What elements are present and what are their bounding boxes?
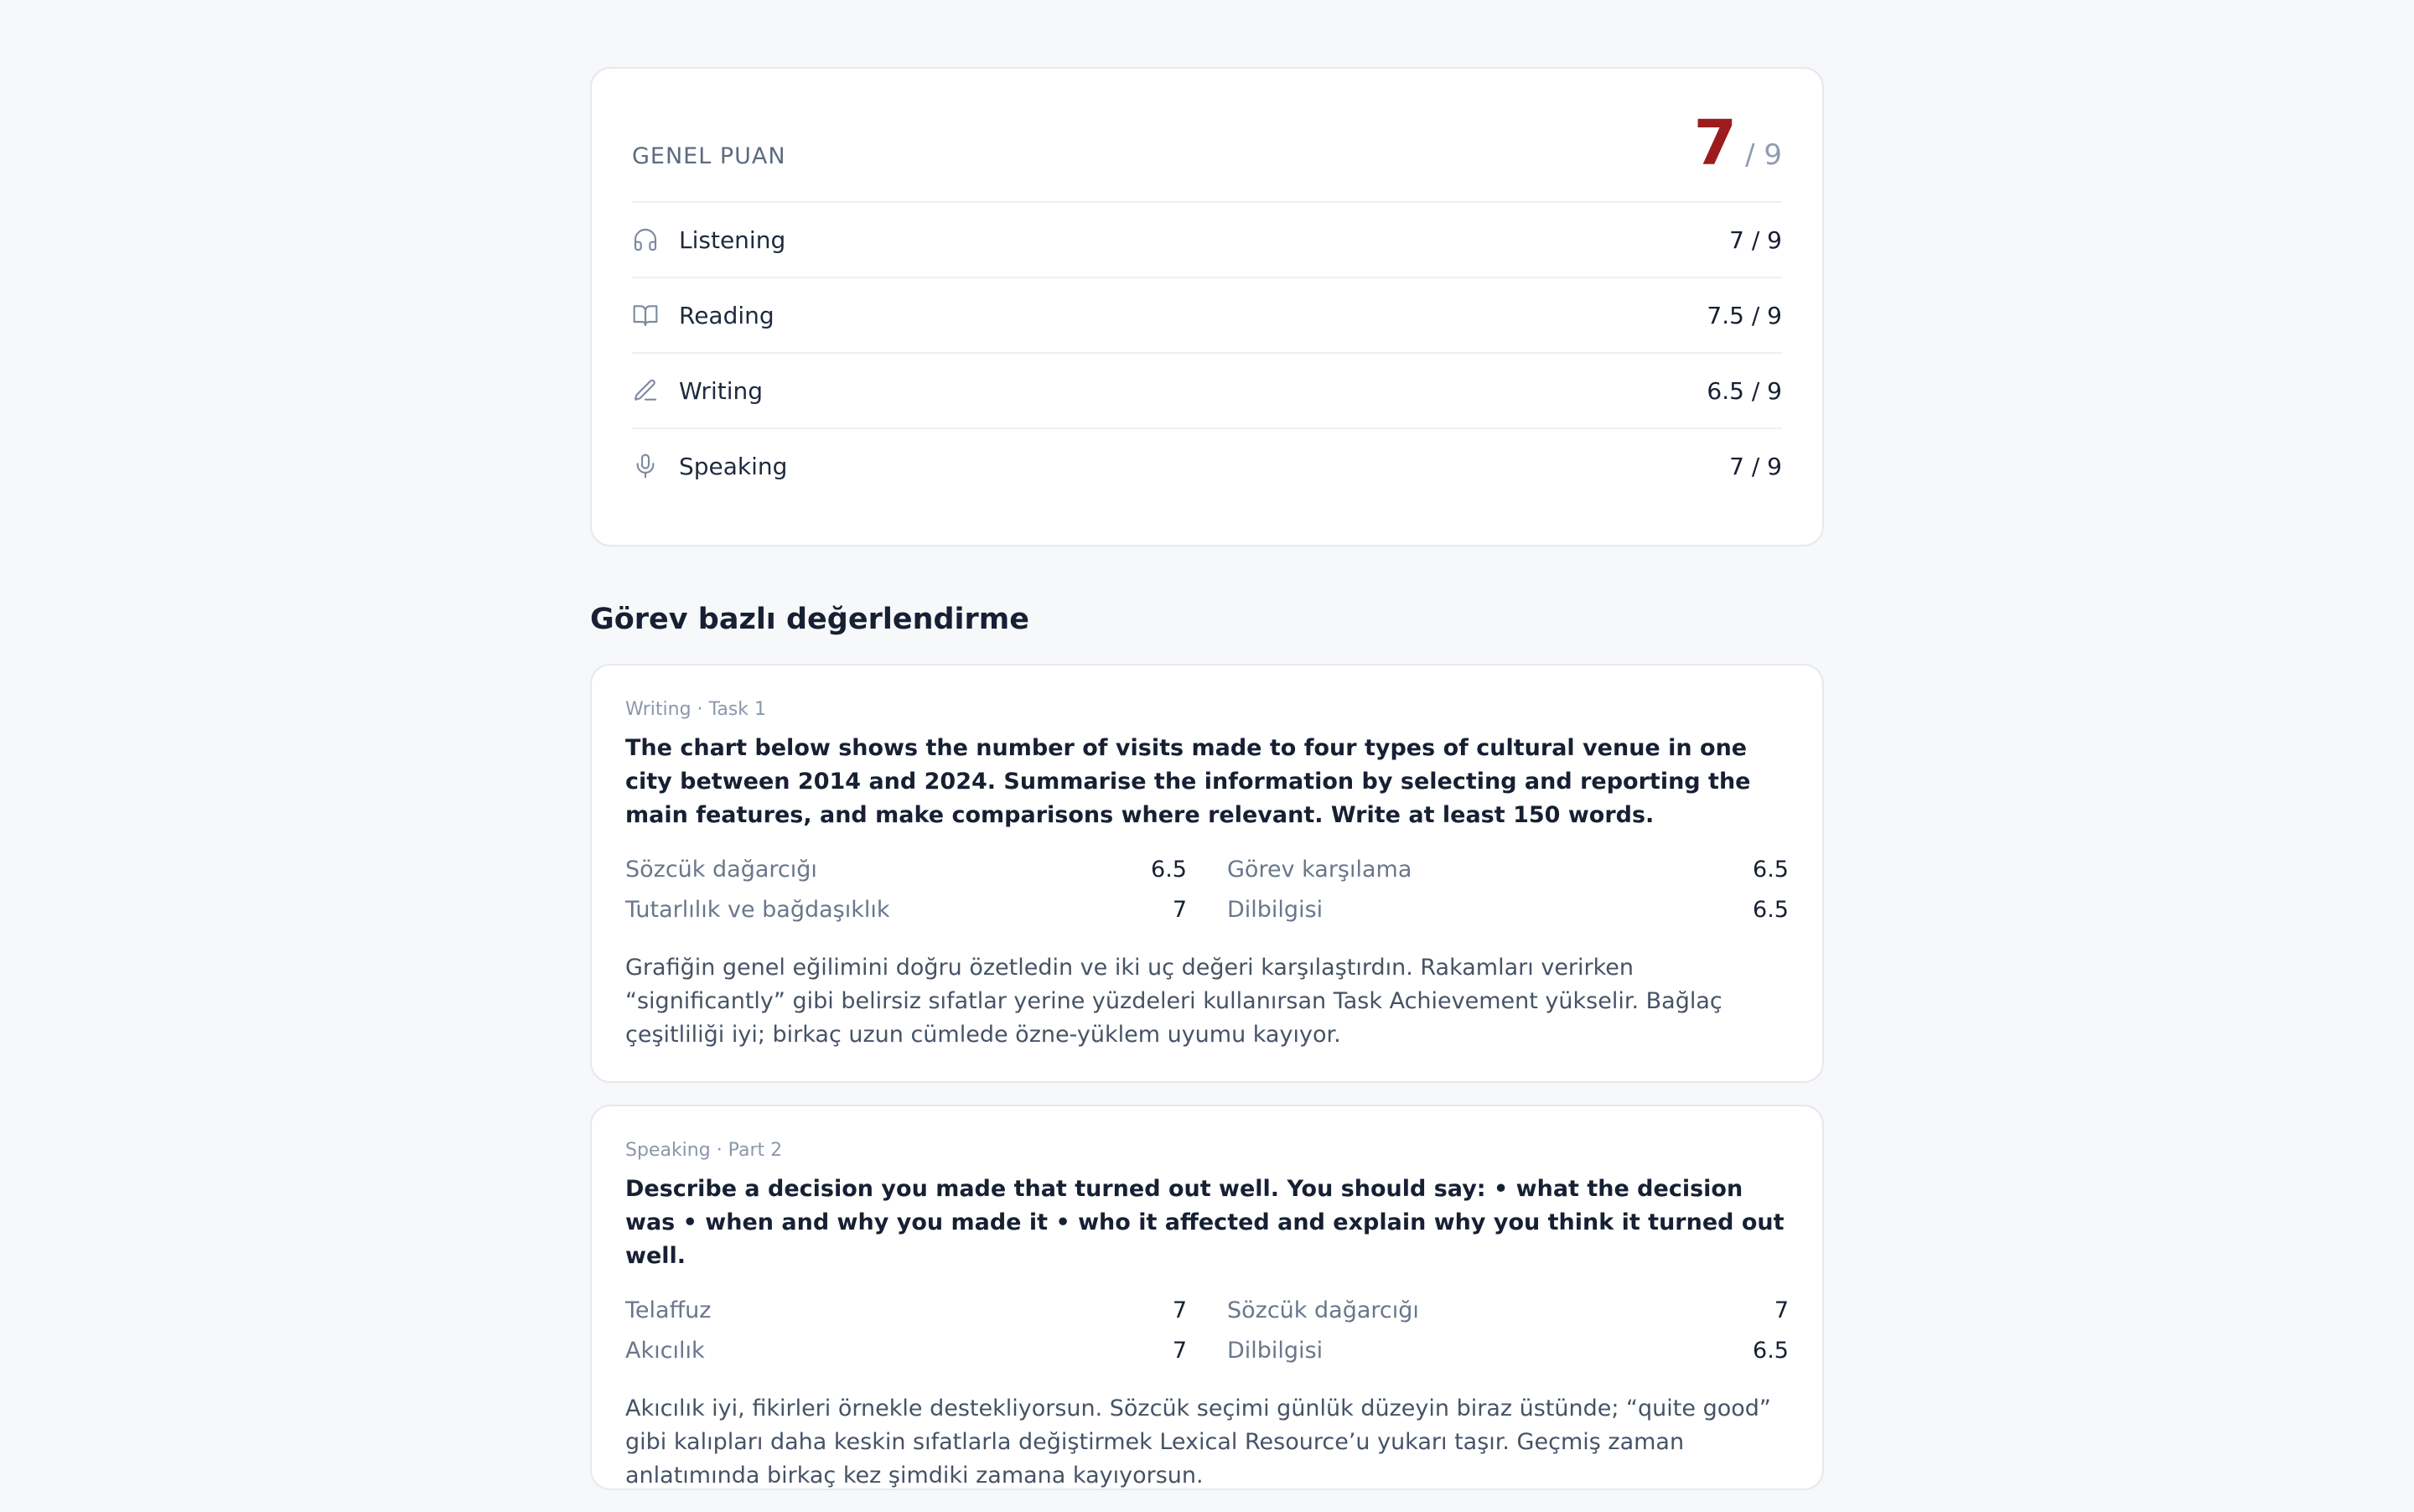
skill-name: Speaking bbox=[679, 452, 788, 480]
pen-icon bbox=[632, 377, 659, 404]
criterion-name: Akıcılık bbox=[625, 1337, 705, 1364]
skill-score: 7.5 / 9 bbox=[1707, 301, 1782, 329]
headphones-icon bbox=[632, 226, 659, 253]
criterion bbox=[1227, 1290, 1789, 1330]
criteria-grid bbox=[625, 849, 1789, 929]
overall-score-card bbox=[590, 67, 1824, 546]
results-column bbox=[590, 67, 1824, 1512]
task-card-speaking bbox=[590, 1105, 1824, 1490]
skill-name: Listening bbox=[679, 225, 786, 254]
skill-row-writing bbox=[632, 354, 1782, 429]
overall-header bbox=[632, 107, 1782, 203]
skill-row-reading bbox=[632, 278, 1782, 354]
task-feedback: Grafiğin genel eğilimini doğru özetledin ve iki uç değeri karşılaştırdın. Rakamları verirken “significantly” gibi belirsiz sıfatlar yerine yüzdeleri kullanırsan Task Achievement yükselir. Bağlaç çeşitliliği iyi; birkaç uzun cümlede özne-yüklem uyumu kayıyor. bbox=[625, 955, 1722, 1048]
criterion bbox=[625, 1290, 1187, 1330]
criterion-score: 6.5 bbox=[1753, 1337, 1789, 1364]
task-prompt: The chart below shows the number of visits made to four types of cultural venue in one city between 2014 and 2024. Summarise the information by selecting and reporting the main features, and make comparisons where relevant. Write at least 150 words. bbox=[625, 735, 1751, 828]
criterion-score: 6.5 bbox=[1151, 856, 1187, 883]
criterion-score: 7 bbox=[1774, 1297, 1789, 1323]
criterion bbox=[1227, 889, 1789, 929]
skill-row-listening bbox=[632, 203, 1782, 278]
criterion-score: 7 bbox=[1172, 1337, 1187, 1364]
skill-row-speaking bbox=[632, 429, 1782, 503]
microphone-icon bbox=[632, 453, 659, 479]
criterion-score: 7 bbox=[1172, 896, 1187, 923]
overall-score-max: / 9 bbox=[1745, 138, 1782, 172]
criterion-name: Tutarlılık ve bağdaşıklık bbox=[625, 896, 890, 923]
criterion bbox=[625, 1330, 1187, 1370]
criterion-name: Sözcük dağarcığı bbox=[1227, 1297, 1419, 1323]
criterion bbox=[1227, 1330, 1789, 1370]
book-open-icon bbox=[632, 302, 659, 329]
task-tag: Writing · Task 1 bbox=[625, 699, 767, 720]
task-feedback: Akıcılık iyi, fikirleri örnekle destekliyorsun. Sözcük seçimi günlük düzeyin biraz üstünde; “quite good” gibi kalıpları daha keskin sıfatlarla değiştirmek Lexical Resource’u yukarı taşır. Geçmiş zaman anlatımında birkaç kez şimdiki zamana kayıyorsun. bbox=[625, 1395, 1771, 1489]
overall-score-value: 7 bbox=[1693, 107, 1738, 179]
criterion bbox=[625, 889, 1187, 929]
criterion-score: 6.5 bbox=[1753, 896, 1789, 923]
task-card-writing bbox=[590, 664, 1824, 1083]
criterion-name: Sözcük dağarcığı bbox=[625, 856, 817, 883]
criterion-score: 7 bbox=[1172, 1297, 1187, 1323]
skill-name: Reading bbox=[679, 301, 774, 329]
overall-label: GENEL PUAN bbox=[632, 143, 786, 169]
task-prompt: Describe a decision you made that turned out well. You should say: • what the decision was • when and why you made it • who it affected and explain why you think it turned out well. bbox=[625, 1176, 1785, 1269]
criterion bbox=[1227, 849, 1789, 889]
skill-score: 6.5 / 9 bbox=[1707, 376, 1782, 405]
criterion-score: 6.5 bbox=[1753, 856, 1789, 883]
skill-score: 7 / 9 bbox=[1729, 452, 1782, 480]
criterion-name: Dilbilgisi bbox=[1227, 1337, 1324, 1364]
criterion-name: Telaffuz bbox=[625, 1297, 712, 1323]
criteria-grid bbox=[625, 1290, 1789, 1370]
task-tag: Speaking · Part 2 bbox=[625, 1140, 783, 1161]
criterion-name: Görev karşılama bbox=[1227, 856, 1412, 883]
criterion bbox=[625, 849, 1187, 889]
skill-score: 7 / 9 bbox=[1729, 225, 1782, 254]
criterion-name: Dilbilgisi bbox=[1227, 896, 1324, 923]
section-title: Görev bazlı değerlendirme bbox=[590, 603, 1030, 636]
overall-score bbox=[1693, 107, 1782, 201]
skill-name: Writing bbox=[679, 376, 763, 405]
